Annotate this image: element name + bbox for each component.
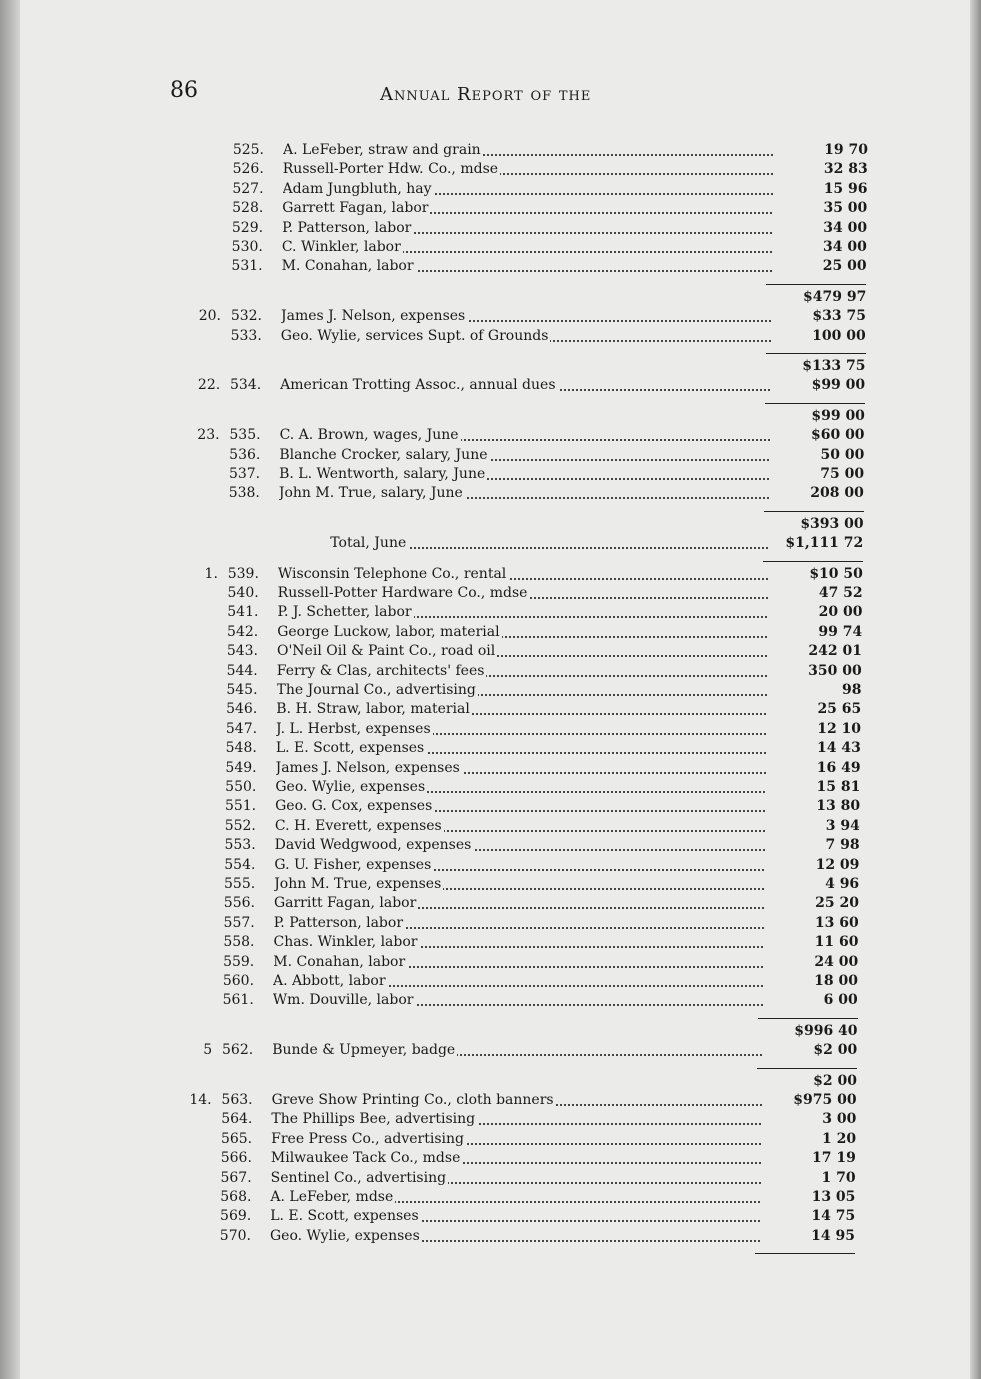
ledger-row — [181, 445, 864, 465]
entry-day: 23. — [197, 427, 220, 444]
subtotal-row — [183, 356, 866, 376]
entry-day: 14. — [189, 1092, 212, 1108]
entry-amount: 12 09 — [815, 856, 860, 873]
entry-description — [278, 564, 768, 584]
voucher-number: 557. — [223, 914, 255, 931]
voucher-number: 561. — [222, 992, 254, 1009]
entry-description-text: Russell-Potter Hardware Co., mdse — [277, 585, 528, 601]
ledger-row — [183, 326, 866, 346]
voucher-number: 570. — [219, 1227, 251, 1244]
ledger-row — [177, 835, 860, 855]
subtotal-rule — [765, 403, 865, 404]
entry-description — [279, 445, 769, 465]
entry-amount: 47 52 — [818, 585, 863, 601]
entry-amount: 34 00 — [822, 239, 867, 255]
voucher-number: 548. — [225, 740, 257, 757]
entry-amount: 25 65 — [817, 701, 862, 718]
entry-amount: 24 00 — [814, 953, 859, 970]
entry-amount: 11 60 — [814, 934, 859, 951]
entry-amount: 25 20 — [815, 895, 859, 912]
entry-amount: 13 60 — [814, 914, 859, 931]
ledger-row — [185, 179, 868, 199]
entry-description-text: C. H. Everett, expenses — [274, 817, 442, 834]
voucher-number: 541. — [227, 604, 259, 621]
entry-description — [279, 483, 769, 503]
entry-description — [277, 661, 767, 681]
entry-description-text: Total, June — [330, 535, 407, 552]
entry-description-text: L. E. Scott, expenses — [275, 740, 425, 757]
ledger-row — [184, 198, 867, 218]
entry-amount: 7 98 — [825, 837, 860, 854]
subtotal-amount: $133 75 — [802, 358, 866, 374]
voucher-number: 535. — [229, 427, 261, 444]
entry-description — [271, 1129, 761, 1149]
ledger-row — [182, 425, 865, 445]
entry-amount: 16 49 — [816, 759, 861, 776]
entry-description-text: Garritt Fagan, labor — [273, 895, 417, 912]
entry-description — [280, 375, 770, 395]
entry-description-text: C. Winkler, labor — [281, 239, 401, 255]
subtotal-row — [175, 1021, 858, 1041]
voucher-number: 530. — [231, 239, 263, 255]
entry-description-text: J. L. Herbst, expenses — [276, 720, 431, 737]
subtotal-row — [182, 406, 865, 426]
entry-description — [274, 893, 764, 913]
entry-description — [282, 218, 772, 238]
entry-description — [275, 796, 765, 816]
ledger-row — [183, 306, 866, 326]
voucher-number: 569. — [220, 1208, 252, 1225]
entry-amount: 32 83 — [823, 161, 868, 178]
ledger-row — [178, 738, 861, 758]
voucher-number: 533. — [230, 327, 262, 344]
ledger-row — [177, 777, 860, 797]
entry-description-text: James J. Nelson, expenses — [275, 759, 460, 776]
voucher-number: 558. — [223, 934, 255, 951]
entry-description — [330, 533, 768, 553]
entry-amount: 6 00 — [823, 992, 858, 1009]
entry-description-text: Garrett Fagan, labor — [282, 200, 429, 217]
entry-description — [278, 583, 768, 603]
entry-amount: $1,111 72 — [785, 535, 864, 552]
voucher-number: 562. — [222, 1042, 254, 1059]
entry-amount: 35 00 — [823, 200, 868, 217]
entry-description-text: Russell-Porter Hdw. Co., mdse — [282, 161, 499, 178]
entry-description-text: Greve Show Printing Co., cloth banners — [271, 1092, 554, 1108]
ledger-row — [180, 564, 863, 584]
subtotal-amount: $2 00 — [813, 1072, 857, 1089]
voucher-number: 565. — [220, 1130, 253, 1147]
entry-description — [275, 816, 765, 836]
ledger-row — [185, 140, 868, 160]
entry-description-text: Wisconsin Telephone Co., rental — [277, 565, 507, 582]
subtotal-rule — [766, 284, 866, 285]
ledger-row — [175, 952, 858, 972]
ledger-row — [180, 533, 863, 553]
entry-description-text: M. Conahan, labor — [273, 953, 406, 970]
voucher-number: 568. — [220, 1189, 252, 1205]
ledger-row — [173, 1109, 856, 1129]
entry-description — [277, 641, 767, 661]
entry-description — [276, 738, 766, 758]
entry-description-text: A. Abbott, labor — [273, 973, 386, 989]
ledger-row — [178, 699, 861, 719]
entry-amount: $2 00 — [813, 1042, 858, 1059]
entry-amount: 1 70 — [821, 1169, 856, 1186]
ledger-row — [181, 464, 864, 484]
voucher-number: 532. — [230, 308, 262, 325]
entry-description-text: Geo. Wylie, expenses — [275, 779, 426, 795]
subtotal-row — [181, 514, 864, 534]
ledger-row — [175, 971, 858, 991]
entry-description-text: The Journal Co., advertising — [276, 682, 476, 698]
ledger-row — [176, 893, 859, 913]
entry-description — [271, 1148, 761, 1168]
subtotal-amount: $996 40 — [794, 1022, 858, 1039]
ledger-row — [175, 990, 858, 1010]
ledger-row — [179, 661, 862, 681]
entry-amount: 350 00 — [808, 662, 862, 679]
subtotal-rule — [755, 1253, 855, 1254]
entry-amount: $10 50 — [809, 565, 863, 582]
voucher-number: 531. — [231, 258, 263, 275]
entry-amount: 25 00 — [822, 258, 867, 275]
entry-amount: 18 00 — [814, 973, 859, 989]
page-binding-shadow — [0, 0, 20, 1379]
subtotal-amount: $479 97 — [803, 288, 867, 305]
entry-amount: 14 95 — [811, 1227, 855, 1244]
voucher-number: 563. — [221, 1092, 253, 1108]
voucher-number: 544. — [226, 662, 258, 679]
entry-description-text: George Luckow, labor, material — [277, 623, 500, 640]
entry-amount: 242 01 — [808, 643, 862, 660]
entry-amount: 12 10 — [817, 720, 862, 737]
ledger-row — [179, 602, 862, 622]
ledger-row — [176, 874, 859, 894]
voucher-number: 559. — [223, 953, 255, 970]
entry-description — [279, 464, 769, 484]
voucher-number: 555. — [224, 876, 256, 892]
entry-description-text: Sentinel Co., advertising — [270, 1169, 447, 1186]
ledger-row — [177, 816, 860, 836]
entry-amount: 4 96 — [825, 876, 860, 892]
ledger-row — [173, 1148, 856, 1168]
entry-description-text: Chas. Winkler, labor — [273, 934, 418, 951]
entry-amount: 100 00 — [812, 327, 866, 344]
entry-amount: 15 81 — [816, 779, 861, 795]
entry-description-text: P. Patterson, labor — [282, 219, 412, 236]
ledger-row — [181, 483, 864, 503]
entry-amount: 208 00 — [810, 485, 864, 502]
voucher-number: 537. — [228, 466, 261, 482]
voucher-number: 549. — [225, 759, 257, 776]
entry-description — [273, 990, 763, 1010]
subtotal-rule — [757, 1068, 857, 1069]
ledger-row — [176, 855, 859, 875]
voucher-number: 552. — [224, 817, 256, 834]
entry-description-text: Geo. Wylie, expenses — [269, 1227, 420, 1244]
entry-amount: 50 00 — [820, 446, 865, 463]
entry-day: 5 — [203, 1042, 213, 1059]
entry-description — [273, 952, 763, 972]
voucher-number: 534. — [230, 377, 262, 394]
voucher-number: 550. — [225, 779, 257, 795]
entry-description-text: American Trotting Assoc., annual dues — [280, 377, 556, 394]
ledger-row — [174, 1090, 857, 1110]
subtotal-row — [183, 287, 866, 307]
entry-amount: 13 80 — [816, 798, 861, 815]
subtotal-rule — [764, 511, 864, 512]
ledger-row — [178, 719, 861, 739]
voucher-number: 536. — [229, 446, 261, 463]
entry-description — [274, 913, 764, 933]
voucher-number: 545. — [226, 682, 258, 698]
entry-description — [274, 855, 764, 875]
entry-description-text: Blanche Crocker, salary, June — [279, 446, 488, 463]
entry-description — [276, 758, 766, 778]
ledger-row — [184, 237, 867, 257]
ledger-row — [174, 1040, 857, 1060]
subtotal-amount: $393 00 — [800, 515, 864, 532]
entry-description-text: John M. True, salary, June — [278, 485, 463, 502]
entry-description-text: Milwaukee Tack Co., mdse — [270, 1150, 461, 1167]
entry-description — [282, 256, 772, 276]
entry-description — [283, 159, 773, 179]
ledger-row — [175, 932, 858, 952]
entry-description-text: John M. True, expenses — [274, 876, 442, 892]
entry-description — [272, 1040, 762, 1060]
entry-description — [271, 1168, 761, 1188]
voucher-number: 567. — [220, 1169, 252, 1186]
entry-description-text: James J. Nelson, expenses — [281, 308, 466, 325]
entry-description — [277, 680, 767, 700]
entry-description-text: Wm. Douville, labor — [272, 992, 414, 1009]
ledger-row — [176, 913, 859, 933]
entry-description-text: B. H. Straw, labor, material — [276, 701, 470, 718]
ledger-row — [177, 796, 860, 816]
entry-description — [273, 971, 763, 991]
entry-description-text: A. LeFeber, mdse — [270, 1189, 394, 1205]
ledger-row — [178, 758, 861, 778]
voucher-number: 525. — [232, 142, 264, 158]
entry-description — [283, 140, 773, 160]
entry-description — [276, 699, 766, 719]
page-number: 86 — [170, 78, 198, 103]
ledger-row — [184, 218, 867, 238]
entry-amount: 19 70 — [824, 142, 868, 158]
page-edge-shadow — [970, 0, 981, 1379]
ledger-row — [184, 256, 867, 276]
entry-description — [276, 719, 766, 739]
entry-amount: 3 00 — [822, 1111, 857, 1128]
ledger-row — [173, 1129, 856, 1149]
subtotal-amount: $99 00 — [811, 407, 865, 424]
subtotal-rule — [763, 561, 863, 562]
page-title: Annual Report of the — [380, 84, 592, 105]
entry-amount: 14 43 — [816, 740, 861, 757]
ledger-row — [182, 375, 865, 395]
entry-description-text: O'Neil Oil & Paint Co., road oil — [276, 643, 496, 660]
entry-description-text: C. A. Brown, wages, June — [279, 427, 459, 444]
entry-amount: 13 05 — [811, 1189, 856, 1205]
entry-amount: $975 00 — [793, 1092, 857, 1108]
voucher-number: 564. — [221, 1111, 253, 1128]
voucher-number: 542. — [227, 623, 259, 640]
voucher-number: 527. — [232, 180, 264, 197]
subtotal-rule — [758, 1018, 858, 1019]
voucher-number: 560. — [222, 973, 255, 989]
entry-description-text: G. U. Fisher, expenses — [274, 856, 432, 873]
entry-amount: 17 19 — [812, 1150, 856, 1167]
entry-amount: 34 00 — [823, 219, 868, 236]
entry-amount: $60 00 — [810, 427, 865, 444]
entry-description — [271, 1109, 761, 1129]
entry-amount: 20 00 — [818, 604, 863, 621]
entry-description-text: Free Press Co., advertising — [271, 1130, 464, 1147]
voucher-number: 529. — [231, 219, 264, 236]
entry-description — [281, 326, 771, 346]
ledger-row — [173, 1168, 856, 1188]
entry-description — [275, 835, 765, 855]
entry-description — [282, 237, 772, 257]
voucher-number: 528. — [232, 200, 264, 217]
entry-description-text: Geo. G. Cox, expenses — [275, 798, 433, 815]
entry-description — [270, 1187, 760, 1207]
entry-description-text: A. LeFeber, straw and grain — [283, 142, 481, 158]
entry-day: 20. — [198, 308, 221, 325]
entry-amount: 99 74 — [818, 623, 863, 640]
entry-description-text: M. Conahan, labor — [281, 258, 414, 275]
voucher-number: 551. — [224, 798, 257, 815]
entry-description-text: Geo. Wylie, services Supt. of Grounds — [280, 327, 549, 344]
entry-amount: 1 20 — [822, 1130, 857, 1147]
entry-description-text: The Phillips Bee, advertising — [271, 1111, 476, 1128]
voucher-number: 547. — [225, 720, 258, 737]
ledger-row — [179, 622, 862, 642]
voucher-number: 546. — [226, 701, 258, 718]
ledger-row — [180, 583, 863, 603]
entry-amount: 3 94 — [825, 817, 860, 834]
voucher-number: 566. — [220, 1150, 252, 1167]
entry-description-text: Bunde & Upmeyer, badge — [272, 1042, 456, 1059]
entry-amount: $33 75 — [812, 308, 866, 325]
entry-description-text: B. L. Wentworth, salary, June — [279, 466, 486, 482]
voucher-number: 526. — [232, 161, 264, 178]
entry-description — [274, 874, 764, 894]
entry-amount: 98 — [842, 682, 862, 698]
entry-description — [277, 622, 767, 642]
voucher-number: 540. — [227, 585, 259, 601]
entry-description-text: P. J. Schetter, labor — [277, 604, 412, 621]
entry-description — [281, 306, 771, 326]
entry-amount: 15 96 — [823, 180, 868, 197]
entry-day: 1. — [204, 565, 218, 582]
voucher-number: 538. — [228, 485, 260, 502]
entry-day: 22. — [197, 377, 221, 394]
ledger-row — [172, 1206, 855, 1226]
entry-description-text: P. Patterson, labor — [273, 914, 404, 931]
voucher-number: 554. — [224, 856, 256, 873]
entry-amount: 75 00 — [820, 466, 865, 482]
ledger-row — [179, 641, 862, 661]
ledger-row — [185, 159, 868, 179]
entry-description-text: Ferry & Clas, architects' fees — [276, 662, 485, 679]
entry-description — [272, 1090, 762, 1110]
ledger-row — [179, 680, 862, 700]
subtotal-rule — [766, 353, 866, 354]
entry-description — [277, 602, 767, 622]
entry-description — [270, 1206, 760, 1226]
voucher-number: 543. — [226, 643, 258, 660]
voucher-number: 539. — [227, 565, 259, 582]
entry-description — [280, 425, 770, 445]
subtotal-row — [174, 1071, 857, 1091]
entry-description — [273, 932, 763, 952]
entry-amount: 14 75 — [811, 1208, 856, 1225]
entry-description-text: Adam Jungbluth, hay — [282, 180, 432, 197]
entry-description-text: David Wedgwood, expenses — [274, 837, 472, 854]
entry-amount: $99 00 — [811, 377, 866, 394]
entry-description — [270, 1226, 760, 1246]
ledger-row — [172, 1187, 855, 1207]
voucher-number: 553. — [224, 837, 256, 854]
ledger-row — [172, 1226, 855, 1246]
entry-description-text: L. E. Scott, expenses — [270, 1208, 419, 1225]
entry-description — [282, 198, 772, 218]
entry-description — [283, 179, 773, 199]
voucher-number: 556. — [223, 895, 255, 912]
entry-description — [275, 777, 765, 797]
